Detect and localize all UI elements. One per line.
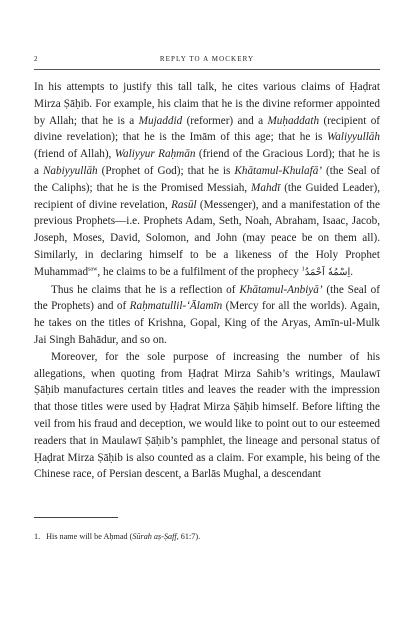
- paragraph: [34, 349, 380, 483]
- body-text: [34, 79, 380, 483]
- arabic-text: اِسْمُهٗ اَحْمَدُ: [304, 266, 351, 278]
- text-fragment: Mahdī: [251, 181, 281, 194]
- running-title: REPLY TO A MOCKERY: [159, 55, 255, 63]
- text-fragment: Waliyyullāh: [326, 131, 380, 144]
- footnote-rule: [34, 517, 118, 518]
- footnote-ref: 1: [301, 265, 305, 273]
- paragraph: [34, 79, 380, 282]
- text-fragment: Sūrah aṣ-Ṣaff: [132, 532, 177, 541]
- running-header: [34, 55, 380, 69]
- text-fragment: , he claims to be a fulfilment of the prophecy: [97, 265, 302, 278]
- text-fragment: His name will be Aḥmad (: [46, 532, 133, 541]
- text-fragment: Mujaddid: [138, 114, 183, 127]
- text-fragment: (Mercy for all the worlds). Again, he takes on the titles of Krishna, Gopal, King of the Aryas, Amīn-ul-Mulk Jai Singh Bahādur, and so on.: [34, 300, 380, 346]
- text-fragment: , 61:7).: [176, 532, 201, 541]
- text-fragment: (friend of Allah),: [34, 148, 115, 161]
- text-fragment: Rasūl: [171, 198, 197, 211]
- text-fragment: Khātamul-Anbiyā’: [239, 283, 323, 296]
- text-fragment: (the Seal of the Prophets) and of: [34, 283, 380, 313]
- paragraph: [34, 282, 380, 349]
- text-fragment: (the Seal of the Caliphs); that he is the Promised Messiah,: [34, 164, 380, 194]
- text-fragment: Khātamul-Khulafā’: [234, 164, 323, 177]
- footnote-number: 1.: [34, 532, 41, 541]
- text-fragment: (Prophet of God); that he is: [97, 164, 235, 177]
- text-fragment: (recipient of divine revelation); that he is the Imām of this age; that he is: [34, 114, 381, 144]
- text-fragment: Muḥaddath: [267, 114, 320, 127]
- text-fragment: (friend of the Gracious Lord); that he is a: [34, 148, 380, 177]
- text-fragment: (the Guided Leader), recipient of divine revelation,: [34, 181, 380, 211]
- text-fragment: (Messenger), and a manifestation of the previous Prophets—i.e. Prophets Adam, Seth, Noah, Abraham, Isaac, Jacob, Joseph, Moses, David, Solomon, and John (may peace be on them all). Similarly, in declaring himself to be a likeness of the Holy Prophet Muhammad: [34, 198, 380, 278]
- footnote: [34, 531, 380, 543]
- page-number: 2: [34, 55, 39, 63]
- footnote-text: [46, 532, 200, 541]
- text-fragment: Raḥmatullil-‘Ālamīn: [129, 300, 223, 313]
- header-rule: [34, 69, 380, 70]
- text-fragment: In his attempts to justify this tall talk, he cites various claims of Ḥaḍrat Mirza Ṣāḥib. For example, his claim that he is the divine reformer appointed by Allah; that he is a: [34, 81, 380, 127]
- text-fragment: Waliyyur Raḥmān: [114, 148, 196, 161]
- honorific-mark: saw: [88, 266, 98, 273]
- text-fragment: Moreover, for the sole purpose of increasing the number of his allegations, when quoting from Ḥaḍrat Mirza Sahib’s writings, Maulawī Ṣāḥib manufactures certain titles and leaves the reader with the impression that those titles were used by Ḥaḍrat Mirza Ṣāḥib himself. Before lifting the veil from his fraud and deception, we would like to point out to our esteemed readers that in Maulawī Ṣāḥib’s pamphlet, the lineage and personal status of Ḥaḍrat Mirza Ṣāḥib is also counted as a claim. For example, his being of the Chinese race, of Persian descent, a Barlās Mughal, a descendant: [34, 350, 380, 481]
- text-fragment: (reformer) and a: [182, 114, 268, 127]
- text-fragment: .: [350, 265, 354, 278]
- text-fragment: Thus he claims that he is a reflection of: [51, 283, 240, 296]
- text-fragment: Nabiyyullāh: [42, 164, 98, 177]
